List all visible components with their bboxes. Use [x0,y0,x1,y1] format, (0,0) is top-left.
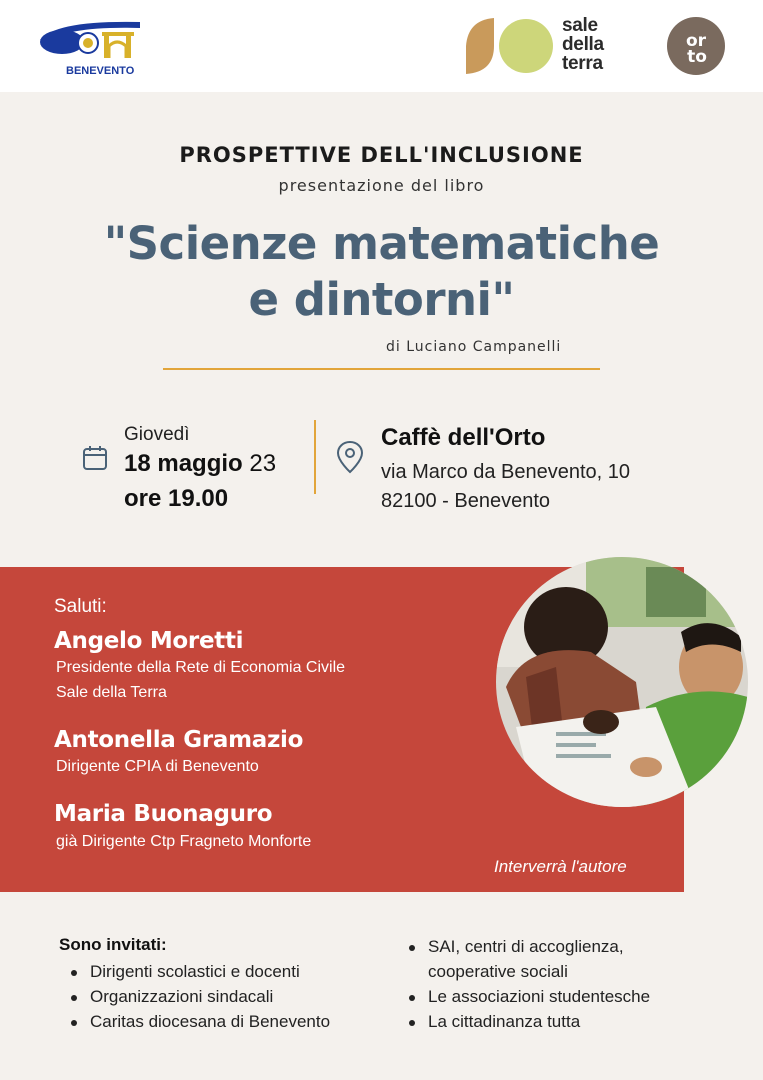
venue-address-line-1: via Marco da Benevento, 10 [381,461,631,483]
event-date: 18 maggio 23 [124,450,277,477]
invited-list-item: Le associazioni studentesche [428,987,651,1006]
students-photo-illustration [496,557,748,807]
invited-heading: Sono invitati: [59,935,167,954]
author-intervention-note: Interverrà l'autore [494,857,627,876]
venue-name: Caffè dell'Orto [381,424,546,451]
event-time: ore 19.00 [124,485,229,512]
students-photo [496,557,748,807]
speaker-role: Presidente della Rete di Economia Civile [56,659,346,676]
invited-list-item: SAI, centri di accoglienza, [428,937,624,956]
sale-della-terra-logo [464,14,624,80]
speaker-role: Dirigente CPIA di Benevento [56,758,259,775]
greetings-heading: Saluti: [54,596,107,617]
title-divider [163,368,600,370]
invited-list-item-continued: cooperative sociali [428,962,568,981]
invited-list-item: Organizzazioni sindacali [90,987,274,1006]
speaker-name: Antonella Gramazio [54,727,304,753]
speaker-name: Maria Buonaguro [54,801,273,827]
book-title-line-2: e dintorni" [248,273,515,326]
speaker-role: già Dirigente Ctp Fragneto Monforte [56,833,312,850]
orto-logo [666,16,726,76]
cpia-benevento-logo [36,14,142,80]
sale-della-terra-wordmark: sale della terra [562,15,604,74]
book-title-line-1: "Scienze matematiche [103,217,660,270]
info-divider [314,420,316,494]
location-pin-icon [336,440,364,474]
book-author: di Luciano Campanelli [386,339,562,355]
event-day: Giovedì [124,424,190,445]
invited-list-item: Dirigenti scolastici e docenti [90,962,300,981]
svg-text:BENEVENTO: BENEVENTO [66,65,135,77]
svg-text:or: or [685,31,707,51]
calendar-icon [82,445,108,471]
header-bar [0,0,763,92]
speaker-name: Angelo Moretti [54,628,244,654]
event-subtitle: presentazione del libro [278,176,485,195]
book-title [0,216,763,328]
sale-della-terra-mark [464,16,556,76]
invited-list-item: La cittadinanza tutta [428,1012,581,1031]
venue-address-line-2: 82100 - Benevento [381,490,551,512]
speaker-role: Sale della Terra [56,684,167,701]
event-kicker: PROSPETTIVE DELL'INCLUSIONE [179,143,584,167]
invited-list-item: Caritas diocesana di Benevento [90,1012,331,1031]
svg-text:to: to [687,47,707,67]
